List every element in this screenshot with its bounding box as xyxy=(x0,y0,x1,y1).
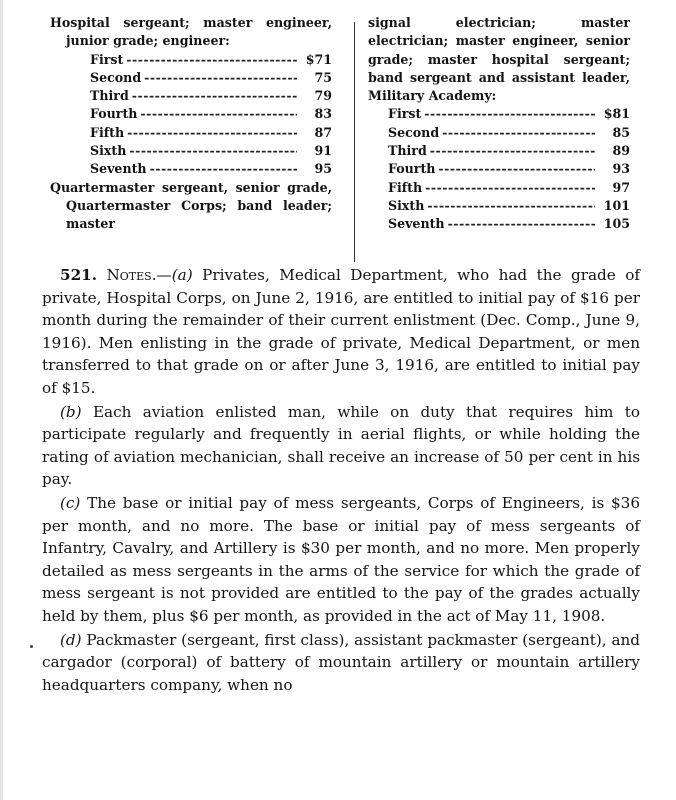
pay-row xyxy=(50,105,332,123)
pay-amount: 95 xyxy=(314,161,332,177)
notes-section xyxy=(42,264,640,696)
pay-amount: $71 xyxy=(305,51,332,67)
pay-table xyxy=(50,14,670,259)
dot-leader xyxy=(126,51,297,69)
rank-label: Seventh xyxy=(388,216,445,232)
rank-label: Second xyxy=(90,69,142,85)
grade-heading: signal electrician; master electrician; master engineer, senior grade; master hospital sergeant; band sergeant and assistant leader, Military Academy: xyxy=(368,15,630,104)
pay-row xyxy=(368,179,630,197)
note-label: (a) xyxy=(171,266,193,284)
pay-row xyxy=(368,105,630,123)
note-text: Privates, Medical Department, who had the grade of private, Hospital Corps, on June 2, 1916, are entitled to initial pay of $16 per month during the remainder of their current enlistment (Dec. Comp., June 9, 1916). Men enlisting in the grade of private, Medical Department, or men transferred to that grade on or after June 3, 1916, are entitled to initial pay of $15. xyxy=(42,266,640,397)
dot-leader xyxy=(132,87,297,105)
rank-label: Fourth xyxy=(90,106,138,122)
pay-amount: $81 xyxy=(603,106,630,122)
rank-label: Sixth xyxy=(388,197,425,213)
rank-label: First xyxy=(388,106,422,122)
pay-amount: 97 xyxy=(612,179,630,195)
dot-leader xyxy=(140,105,297,123)
section-dash: — xyxy=(156,266,172,284)
pay-amount: 91 xyxy=(314,143,332,159)
pay-amount: 105 xyxy=(603,216,630,232)
dot-leader xyxy=(150,160,297,178)
pay-amount: 93 xyxy=(612,161,630,177)
pay-table-right-column xyxy=(368,14,630,234)
pay-row xyxy=(50,160,332,178)
rank-label: Seventh xyxy=(90,161,147,177)
pay-table-left-column xyxy=(50,14,332,234)
pay-rows xyxy=(50,51,332,179)
note-label: (b) xyxy=(60,402,82,421)
note-text: Each aviation enlisted man, while on duty that requires him to participate regularly and frequently in aerial flights, or while holding the rating of aviation mechanician, shall receive an increase of 50 per cent in his pay. xyxy=(42,402,641,489)
dot-leader xyxy=(442,124,595,142)
pay-row xyxy=(50,124,332,142)
pay-amount: 87 xyxy=(314,124,332,140)
pay-row xyxy=(50,142,332,160)
note-paragraph-d xyxy=(42,629,640,697)
grade-heading: Quartermaster sergeant, senior grade, Quartermaster Corps; band leader; master xyxy=(50,179,332,232)
dot-leader xyxy=(448,215,595,233)
dot-leader xyxy=(438,160,595,178)
dot-leader xyxy=(129,142,297,160)
pay-row xyxy=(368,197,630,215)
section-title: Notes. xyxy=(106,266,157,284)
rank-label: Sixth xyxy=(90,143,127,159)
pay-row xyxy=(50,51,332,69)
column-divider xyxy=(354,22,355,262)
note-paragraph-c xyxy=(42,492,640,628)
pay-amount: 83 xyxy=(314,106,332,122)
pay-amount: 89 xyxy=(612,143,630,159)
grade-heading: Hospital sergeant; master engineer, junior grade; engineer: xyxy=(50,15,332,49)
note-paragraph-a xyxy=(42,264,640,400)
pay-rows xyxy=(368,105,630,233)
rank-label: Fifth xyxy=(90,124,125,140)
dot-leader xyxy=(424,105,595,123)
pay-row xyxy=(368,124,630,142)
pay-row xyxy=(50,87,332,105)
pay-amount: 85 xyxy=(612,124,630,140)
rank-label: First xyxy=(90,51,124,67)
pay-row xyxy=(50,69,332,87)
dot-leader xyxy=(427,197,595,215)
pay-amount: 101 xyxy=(603,197,630,213)
note-label: (c) xyxy=(60,493,81,512)
rank-label: Second xyxy=(388,124,440,140)
dot-leader xyxy=(144,69,297,87)
note-label: (d) xyxy=(60,630,82,649)
pay-row xyxy=(368,142,630,160)
print-speck xyxy=(30,645,33,648)
note-text: Packmaster (sergeant, first class), assistant packmaster (sergeant), and cargador (corporal) of battery of mountain artillery or mountain artillery headquarters company, when no xyxy=(42,630,640,694)
note-paragraph-b xyxy=(42,401,640,491)
note-text: The base or initial pay of mess sergeants, Corps of Engineers, is $36 per month, and no more. The base or initial pay of mess sergeants of Infantry, Cavalry, and Artillery is $30 per month, and no more. Men properly detailed as mess sergeants in the arms of the service for which the grade of mess sergeant is not provided are entitled to the pay of the grades actually held by them, plus $6 per month, as provided in the act of May 11, 1908. xyxy=(42,493,641,625)
dot-leader xyxy=(127,124,297,142)
pay-row xyxy=(368,160,630,178)
pay-amount: 75 xyxy=(314,69,332,85)
section-number: 521. xyxy=(60,266,97,284)
rank-label: Fifth xyxy=(388,179,423,195)
rank-label: Third xyxy=(90,88,129,104)
rank-label: Third xyxy=(388,143,427,159)
pay-row xyxy=(368,215,630,233)
rank-label: Fourth xyxy=(388,161,436,177)
dot-leader xyxy=(425,179,595,197)
pay-amount: 79 xyxy=(314,88,332,104)
dot-leader xyxy=(430,142,595,160)
